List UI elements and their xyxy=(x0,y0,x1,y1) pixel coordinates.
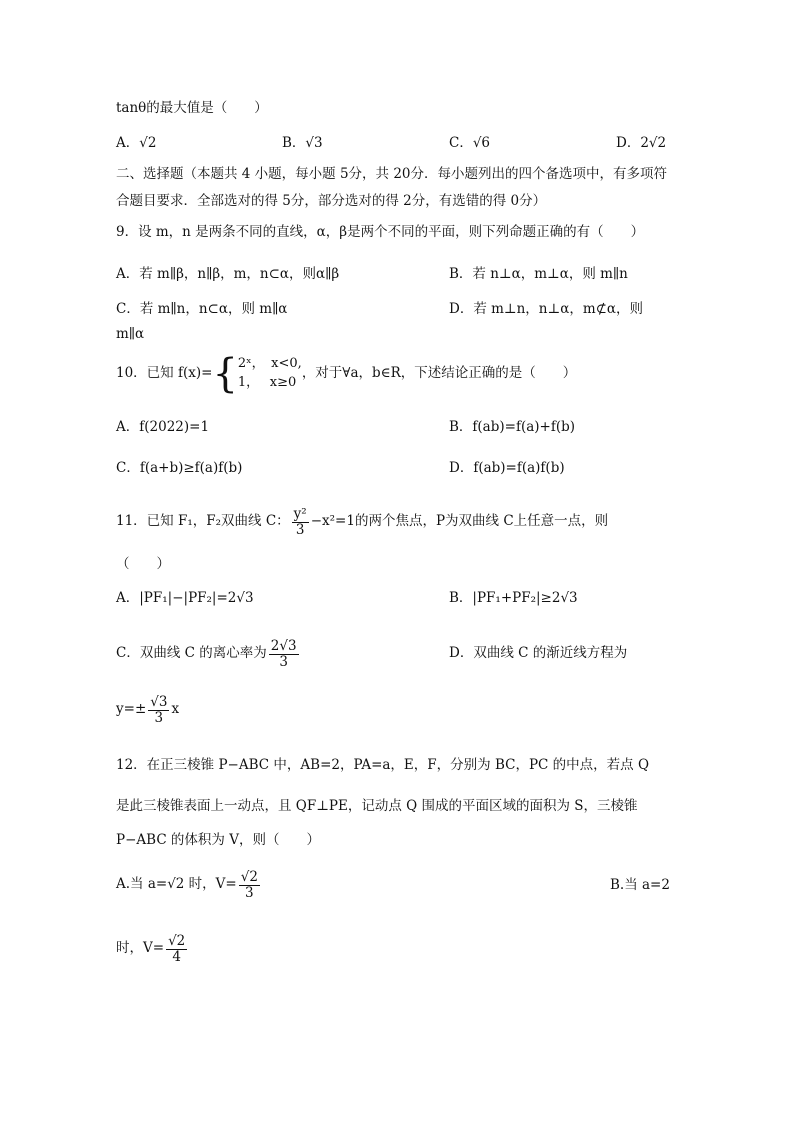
q11-stem-suffix: −x²=1的两个焦点，P为双曲线 C上任意一点，则 xyxy=(310,513,609,530)
q10-case-2: 1， x≥0 xyxy=(237,375,297,390)
q11-option-d: D．双曲线 C 的渐近线方程为 xyxy=(449,645,628,661)
q12-stem-line1: 12．在正三棱锥 P−ABC 中，AB=2，PA=a，E，F，分别为 BC，PC 的中点，若点 Q xyxy=(116,757,650,773)
q12-option-b-text: 时，V= xyxy=(116,940,165,957)
q8-option-d: D．2√2 xyxy=(616,135,667,151)
q12-stem-line2: 是此三棱锥表面上一动点，且 QF⊥PE，记动点 Q 围成的平面区域的面积为 S，三棱锥 xyxy=(116,798,638,814)
asymptote-fraction xyxy=(148,695,169,726)
q11-stem xyxy=(116,504,608,540)
q9-stem: 9．设 m，n 是两条不同的直线，α，β是两个不同的平面，则下列命题正确的有（ ） xyxy=(116,224,645,240)
asymptote-suffix: x xyxy=(171,701,180,718)
q8-option-c: C．√6 xyxy=(449,135,491,151)
q12-stem-line3: P−ABC 的体积为 V，则（ ） xyxy=(116,832,320,848)
q10-stem xyxy=(116,351,577,397)
q11-answer-blank: （ ） xyxy=(116,556,170,572)
fraction-numerator: 2√3 xyxy=(270,637,297,654)
q12-option-b-continued xyxy=(116,930,189,968)
section-2-heading-line2: 合题目要求．全部选对的得 5分，部分选对的得 2分，有选错的得 0分） xyxy=(116,193,547,209)
q11-option-c xyxy=(116,636,301,672)
q11-option-d-equation xyxy=(116,692,179,728)
q12-option-a-text: A.当 a=√2 时，V= xyxy=(116,876,237,893)
volume-fraction xyxy=(166,934,187,965)
piecewise-cases xyxy=(238,355,302,393)
q11-option-a: A．|PF₁|−|PF₂|=2√3 xyxy=(116,590,254,606)
fraction-denominator: 4 xyxy=(172,948,181,965)
q12-option-b: B.当 a=2 xyxy=(610,877,670,893)
q10-option-b: B．f(ab)=f(a)+f(b) xyxy=(449,419,576,435)
q12-option-a xyxy=(116,866,262,904)
q11-stem-prefix: 11．已知 F₁，F₂双曲线 C： xyxy=(116,513,290,530)
fraction-denominator: 3 xyxy=(279,653,288,670)
q9-option-b: B．若 n⊥α，m⊥α，则 m∥n xyxy=(449,266,628,282)
q9-option-d: D．若 m⊥n，n⊥α，m⊄α，则 xyxy=(449,301,644,317)
fraction-numerator: √3 xyxy=(150,693,168,710)
q11-option-c-text: C．双曲线 C 的离心率为 xyxy=(116,645,267,662)
q8-option-b: B．√3 xyxy=(282,135,323,151)
fraction-numerator: y² xyxy=(293,505,307,522)
fraction-numerator: √2 xyxy=(168,932,186,949)
q10-option-a: A．f(2022)=1 xyxy=(116,419,210,435)
q10-case-1: 2ˣ， x<0, xyxy=(237,356,302,372)
fraction-denominator: 3 xyxy=(245,884,254,901)
fraction-denominator: 3 xyxy=(295,521,305,538)
fraction-numerator: √2 xyxy=(240,868,258,885)
brace-symbol: { xyxy=(212,351,238,397)
q9-option-c: C．若 m∥n，n⊂α，则 m∥α xyxy=(116,301,288,317)
q8-stem: tanθ的最大值是（ ） xyxy=(116,100,268,116)
q10-stem-prefix: 10．已知 f(x)= xyxy=(116,365,213,382)
section-2-heading-line1: 二、选择题（本题共 4 小题，每小题 5分，共 20分．每小题列出的四个备选项中，有多项符 xyxy=(116,166,668,182)
q11-option-b: B．|PF₁+PF₂|≥2√3 xyxy=(449,590,578,606)
q10-option-c: C．f(a+b)≥f(a)f(b) xyxy=(116,460,243,476)
q9-option-a: A．若 m∥β，n∥β，m，n⊂α，则α∥β xyxy=(116,266,340,282)
q10-option-d: D．f(ab)=f(a)f(b) xyxy=(449,460,565,476)
q9-option-d-continued: m∥α xyxy=(116,326,145,342)
asymptote-prefix: y=± xyxy=(116,701,147,718)
fraction-denominator: 3 xyxy=(154,709,164,726)
eccentricity-fraction xyxy=(269,639,299,670)
q8-option-a: A．√2 xyxy=(116,135,157,151)
q10-stem-suffix: ，对于∀a，b∈R，下述结论正确的是（ ） xyxy=(301,365,577,382)
volume-fraction xyxy=(239,870,260,901)
hyperbola-fraction xyxy=(292,507,309,538)
